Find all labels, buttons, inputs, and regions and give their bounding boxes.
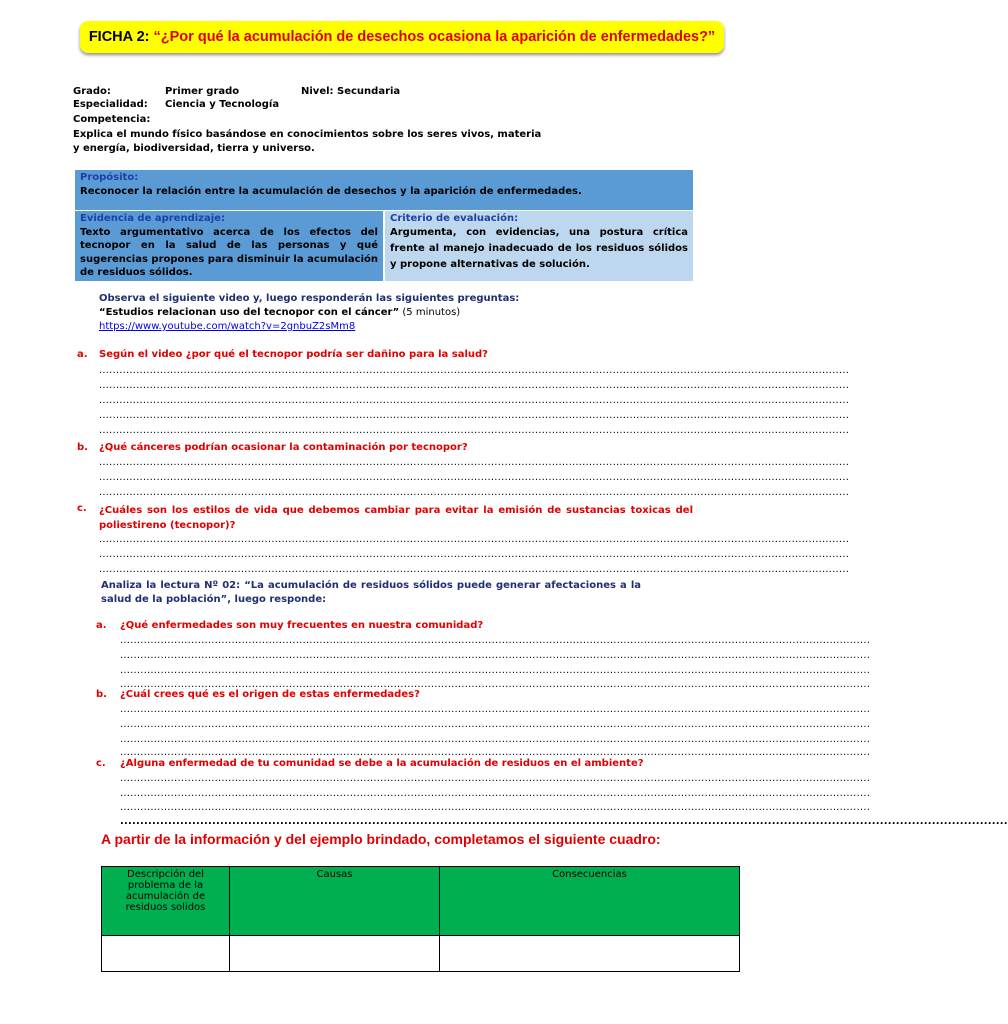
answer-line[interactable]: .............................................................................................................................................................................................................................. — [120, 747, 871, 758]
question-c-text: ¿Cuáles son los estilos de vida que debemos cambiar para evitar la emisión de sustancias toxicas del poliestireno (tecnopor)? — [99, 505, 693, 531]
question-a-letter: a. — [77, 349, 88, 360]
reading-question-b-text: ¿Cuál crees qué es el origen de estas enfermedades? — [120, 689, 420, 700]
answer-line[interactable]: .............................................................................................................................................................................................................................. — [99, 395, 850, 406]
reading-question-a-letter: a. — [96, 620, 107, 631]
answer-line[interactable]: .............................................................................................................................................................................................................................. — [120, 704, 871, 715]
competencia-line1: Explica el mundo físico basándose en conocimientos sobre los seres vivos, materia — [73, 129, 542, 140]
answer-line[interactable]: .............................................................................................................................................................................................................................. — [120, 665, 871, 676]
answer-line[interactable]: .............................................................................................................................................................................................................................. — [120, 650, 871, 661]
criterio-text: Argumenta, con evidencias, una postura crítica frente al manejo inadecuado de los residuos sólidos y propone alternativas de solución. — [390, 227, 688, 270]
answer-line[interactable]: .............................................................................................................................................................................................................................. — [99, 549, 850, 560]
video-duration: (5 minutos) — [399, 307, 461, 318]
question-c-letter: c. — [77, 503, 87, 514]
question-b-letter: b. — [77, 442, 88, 453]
proposito-box — [75, 170, 693, 210]
competencia-label: Competencia: — [73, 114, 151, 125]
competencia-line2: y energía, biodiversidad, tierra y universo. — [73, 143, 315, 154]
answer-line[interactable]: .............................................................................................................................................................................................................................. — [99, 564, 850, 575]
answer-line[interactable]: .............................................................................................................................................................................................................................. — [99, 380, 850, 391]
especialidad-label: Especialidad: — [73, 99, 148, 110]
answer-line[interactable]: .............................................................................................................................................................................................................................. — [99, 365, 850, 376]
question-a-text: Según el video ¿por qué el tecnopor podría ser dañino para la salud? — [99, 349, 488, 360]
criterio-box — [385, 211, 693, 281]
ficha-label: FICHA 2: — [88, 29, 150, 45]
especialidad-value: Ciencia y Tecnología — [165, 99, 280, 110]
evidencia-box — [75, 211, 383, 281]
nivel-text: Nivel: Secundaria — [301, 86, 401, 97]
ficha-question: “¿Por qué la acumulación de desechos ocasiona la aparición de enfermedades?” — [153, 29, 716, 45]
cell-causas[interactable] — [230, 936, 440, 972]
answer-line[interactable]: .............................................................................................................................................................................................................................. — [120, 816, 1008, 827]
criterio-heading: Criterio de evaluación: — [390, 213, 519, 224]
answer-line[interactable]: .............................................................................................................................................................................................................................. — [99, 457, 850, 468]
video-title: “Estudios relacionan uso del tecnopor con el cáncer” — [99, 307, 400, 318]
table-header-row — [102, 867, 740, 936]
video-instruction: Observa el siguiente video y, luego responderán las siguientes preguntas: — [99, 293, 520, 304]
cell-consecuencias[interactable] — [440, 936, 740, 972]
answer-line[interactable]: .............................................................................................................................................................................................................................. — [120, 734, 871, 745]
proposito-text: Reconocer la relación entre la acumulación de desechos y la aparición de enfermedades. — [80, 185, 582, 197]
answer-line[interactable]: .............................................................................................................................................................................................................................. — [99, 410, 850, 421]
header-consecuencias: Consecuencias — [440, 867, 740, 936]
cuadro-table — [101, 866, 740, 972]
reading-intro: Analiza la lectura Nº 02: “La acumulación de residuos sólidos puede generar afectaciones a la salud de la población”, luego responde: — [101, 580, 641, 605]
reading-question-a-text: ¿Qué enfermedades son muy frecuentes en nuestra comunidad? — [120, 620, 484, 631]
reading-question-b-letter: b. — [96, 689, 107, 700]
grado-label: Grado: — [73, 86, 111, 97]
evidencia-text: Texto argumentativo acerca de los efectos del tecnopor en la salud de las personas y qué sugerencias propones para disminuir la acumulación de residuos sólidos. — [80, 226, 378, 278]
question-b-text: ¿Qué cánceres podrían ocasionar la contaminación por tecnopor? — [99, 442, 468, 453]
proposito-heading: Propósito: — [80, 172, 139, 183]
video-caption — [99, 307, 460, 318]
answer-line[interactable]: .............................................................................................................................................................................................................................. — [120, 719, 871, 730]
video-link[interactable]: https://www.youtube.com/watch?v=2gnbuZ2sMm8 — [99, 321, 356, 332]
answer-line[interactable]: .............................................................................................................................................................................................................................. — [120, 679, 871, 690]
header-causas: Causas — [230, 867, 440, 936]
answer-line[interactable]: .............................................................................................................................................................................................................................. — [120, 802, 871, 813]
answer-line[interactable]: .............................................................................................................................................................................................................................. — [99, 487, 850, 498]
answer-line[interactable]: .............................................................................................................................................................................................................................. — [120, 773, 871, 784]
cell-descripcion[interactable] — [102, 936, 230, 972]
header-descripcion: Descripción del problema de la acumulación de residuos solidos — [102, 867, 230, 936]
answer-line[interactable]: .............................................................................................................................................................................................................................. — [99, 425, 850, 436]
reading-question-c-letter: c. — [96, 758, 106, 769]
grado-value: Primer grado — [165, 86, 240, 97]
answer-line[interactable]: .............................................................................................................................................................................................................................. — [120, 788, 871, 799]
table-row — [102, 936, 740, 972]
answer-line[interactable]: .............................................................................................................................................................................................................................. — [99, 472, 850, 483]
reading-question-c-text: ¿Alguna enfermedad de tu comunidad se debe a la acumulación de residuos en el ambiente? — [120, 758, 644, 769]
cuadro-title: A partir de la información y del ejemplo brindado, completamos el siguiente cuadro: — [101, 831, 661, 847]
evidencia-heading: Evidencia de aprendizaje: — [80, 213, 225, 224]
title-banner — [80, 21, 724, 53]
answer-line[interactable]: .............................................................................................................................................................................................................................. — [99, 534, 850, 545]
answer-line[interactable]: .............................................................................................................................................................................................................................. — [120, 635, 871, 646]
